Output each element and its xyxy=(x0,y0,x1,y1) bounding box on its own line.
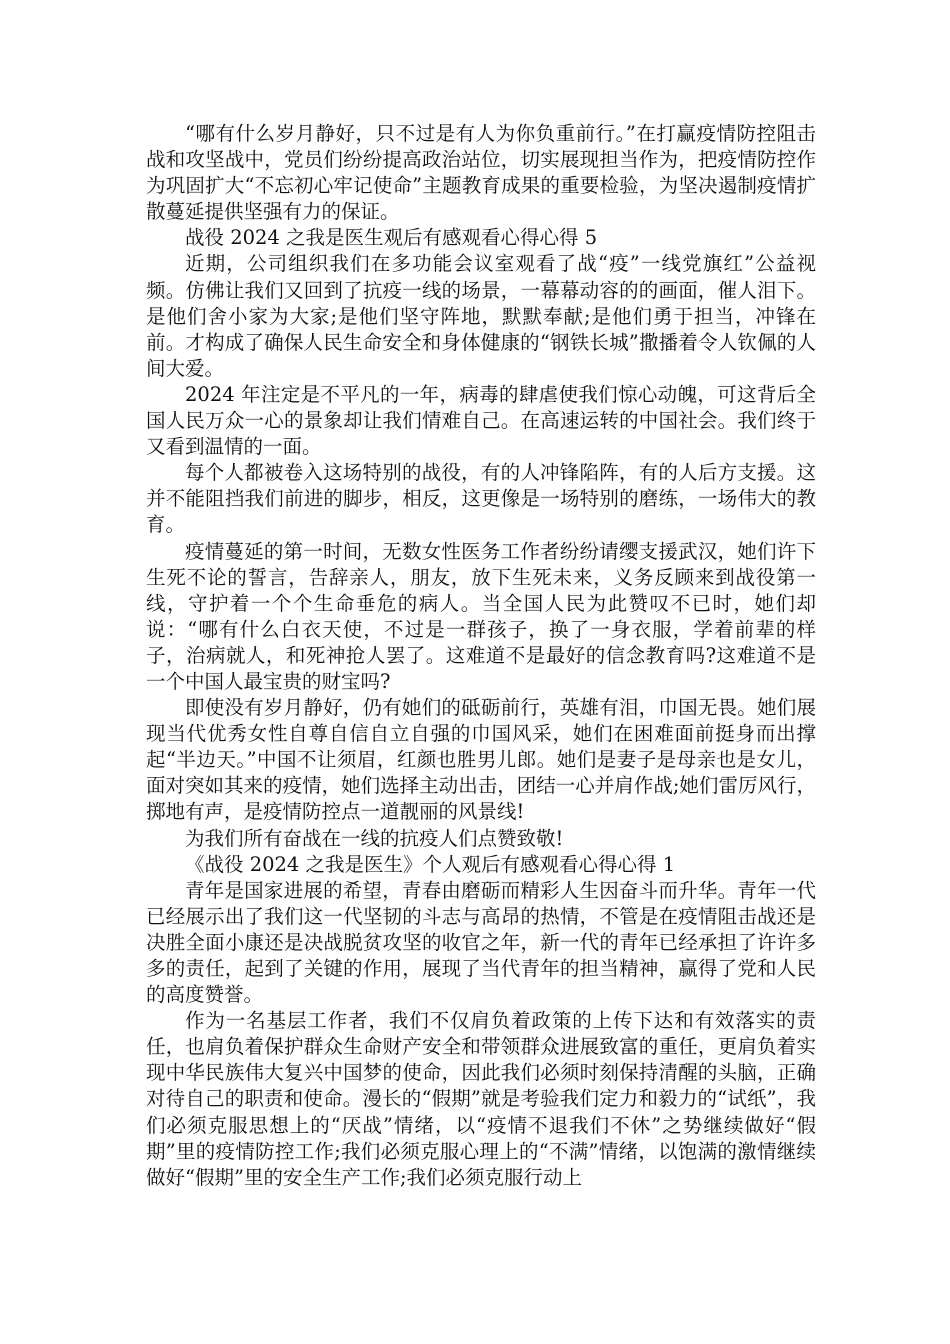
section-heading-1: 《战役 2024 之我是医生》个人观后有感观看心得心得 1 xyxy=(185,852,676,876)
section-heading-5: 战役 2024 之我是医生观后有感观看心得心得 5 xyxy=(185,226,598,250)
paragraph-6: 即使没有岁月静好，仍有她们的砥砺前行，英雄有泪，巾国无畏。她们展现当代优秀女性自尊自信自立自强的巾国风采，她们在困难面前挺身而出撑起“半边天。”中国不让须眉，红颜也胜男儿郎。她们是妻子是母亲也是女儿，面对突如其来的疫情，她们选择主动出击，团结一心并肩作战;她们雷厉风行，掷地有声，是疫情防控点一道靓丽的风景线! xyxy=(146,696,816,824)
paragraph-9: 作为一名基层工作者，我们不仅肩负着政策的上传下达和有效落实的责任，也肩负着保护群众生命财产安全和带领群众进展致富的重任，更肩负着实现中华民族伟大复兴中国梦的使命，因此我们必须时刻保持清醒的头脑，正确对待自己的职责和使命。漫长的“假期”就是考验我们定力和毅力的“试纸”，我们必须克服思想上的“厌战”情绪，以“疫情不退我们不休”之势继续做好“假期”里的疫情防控工作;我们必须克服心理上的“不满”情绪，以饱满的激情继续做好“假期”里的安全生产工作;我们必须克服行动上 xyxy=(146,1009,816,1189)
paragraph-4: 每个人都被卷入这场特别的战役，有的人冲锋陷阵，有的人后方支援。这并不能阻挡我们前进的脚步，相反，这更像是一场特别的磨练，一场伟大的教育。 xyxy=(146,461,816,537)
paragraph-1: “哪有什么岁月静好，只不过是有人为你负重前行。”在打赢疫情防控阻击战和攻坚战中，党员们纷纷提高政治站位，切实展现担当作为，把疫情防控作为巩固扩大“不忘初心牢记使命”主题教育成果的重要检验，为坚决遏制疫情扩散蔓延提供坚强有力的保证。 xyxy=(146,122,816,224)
paragraph-3: 2024 年注定是不平凡的一年，病毒的肆虐使我们惊心动魄，可这背后全国人民万众一心的景象却让我们情难自己。在高速运转的中国社会。我们终于又看到温情的一面。 xyxy=(146,382,816,459)
paragraph-5: 疫情蔓延的第一时间，无数女性医务工作者纷纷请缨支援武汉，她们许下生死不论的誓言，告辞亲人，朋友，放下生死未来，义务反顾来到战役第一线，守护着一个个生命垂危的病人。当全国人民为此赞叹不已时，她们却说：“哪有什么白衣天使，不过是一群孩子，换了一身衣服，学着前辈的样子，治病就人，和死神抢人罢了。这难道不是最好的信念教育吗?这难道不是一个中国人最宝贵的财宝吗? xyxy=(146,539,816,693)
paragraph-7: 为我们所有奋战在一线的抗疫人们点赞致敬! xyxy=(185,826,564,850)
paragraph-8: 青年是国家进展的希望，青春由磨砺而精彩人生因奋斗而升华。青年一代已经展示出了我们这一代坚韧的斗志与高昂的热情，不管是在疫情阻击战还是决胜全面小康还是决战脱贫攻坚的收官之年，新一代的青年已经承担了许许多多的责任，起到了关键的作用，展现了当代青年的担当精神，赢得了党和人民的高度赞誉。 xyxy=(146,878,816,1007)
document-page xyxy=(146,121,816,1191)
paragraph-2: 近期，公司组织我们在多功能会议室观看了战“疫”一线党旗红”公益视频。仿佛让我们又回到了抗疫一线的场景，一幕幕动容的的画面，催人泪下。是他们舍小家为大家;是他们坚守阵地，默默奉献;是他们勇于担当，冲锋在前。才构成了确保人民生命安全和身体健康的“钢铁长城”撒播着令人钦佩的人间大爱。 xyxy=(146,252,816,380)
